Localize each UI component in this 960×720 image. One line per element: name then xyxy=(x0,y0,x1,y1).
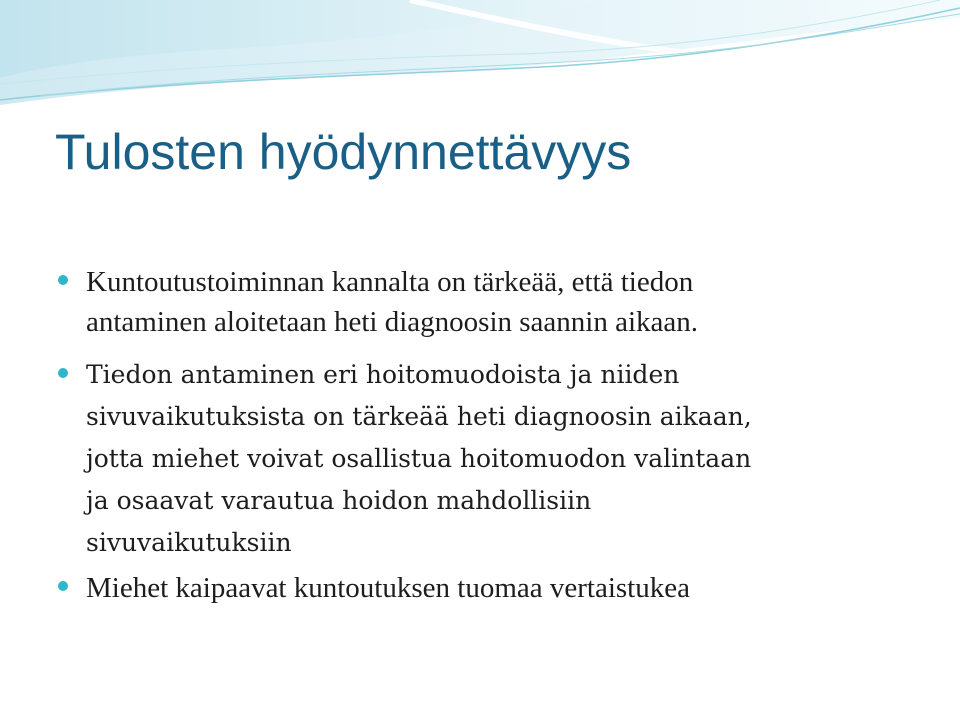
bullet-dot xyxy=(58,581,68,591)
slide-title: Tulosten hyödynnettävyys xyxy=(55,124,632,180)
bullet-dot xyxy=(58,275,68,285)
bullet-text: Miehet kaipaavat kuntoutuksen tuomaa vertaistukea xyxy=(86,572,690,604)
bullet-dot xyxy=(58,368,68,378)
bullet-text: Tiedon antaminen eri hoitomuodoista ja niiden sivuvaikutuksista on tärkeää heti diagnoosin aikaan, jotta miehet voivat osallistua hoitomuodon valintaan ja osaavat varautua hoidon mahdollisiin sivuvaikutuksiin xyxy=(86,360,752,557)
bullet-text: Kuntoutustoiminnan kannalta on tärkeää, että tiedon antaminen aloitetaan heti diagnoosin saannin aikaan. xyxy=(86,266,699,338)
